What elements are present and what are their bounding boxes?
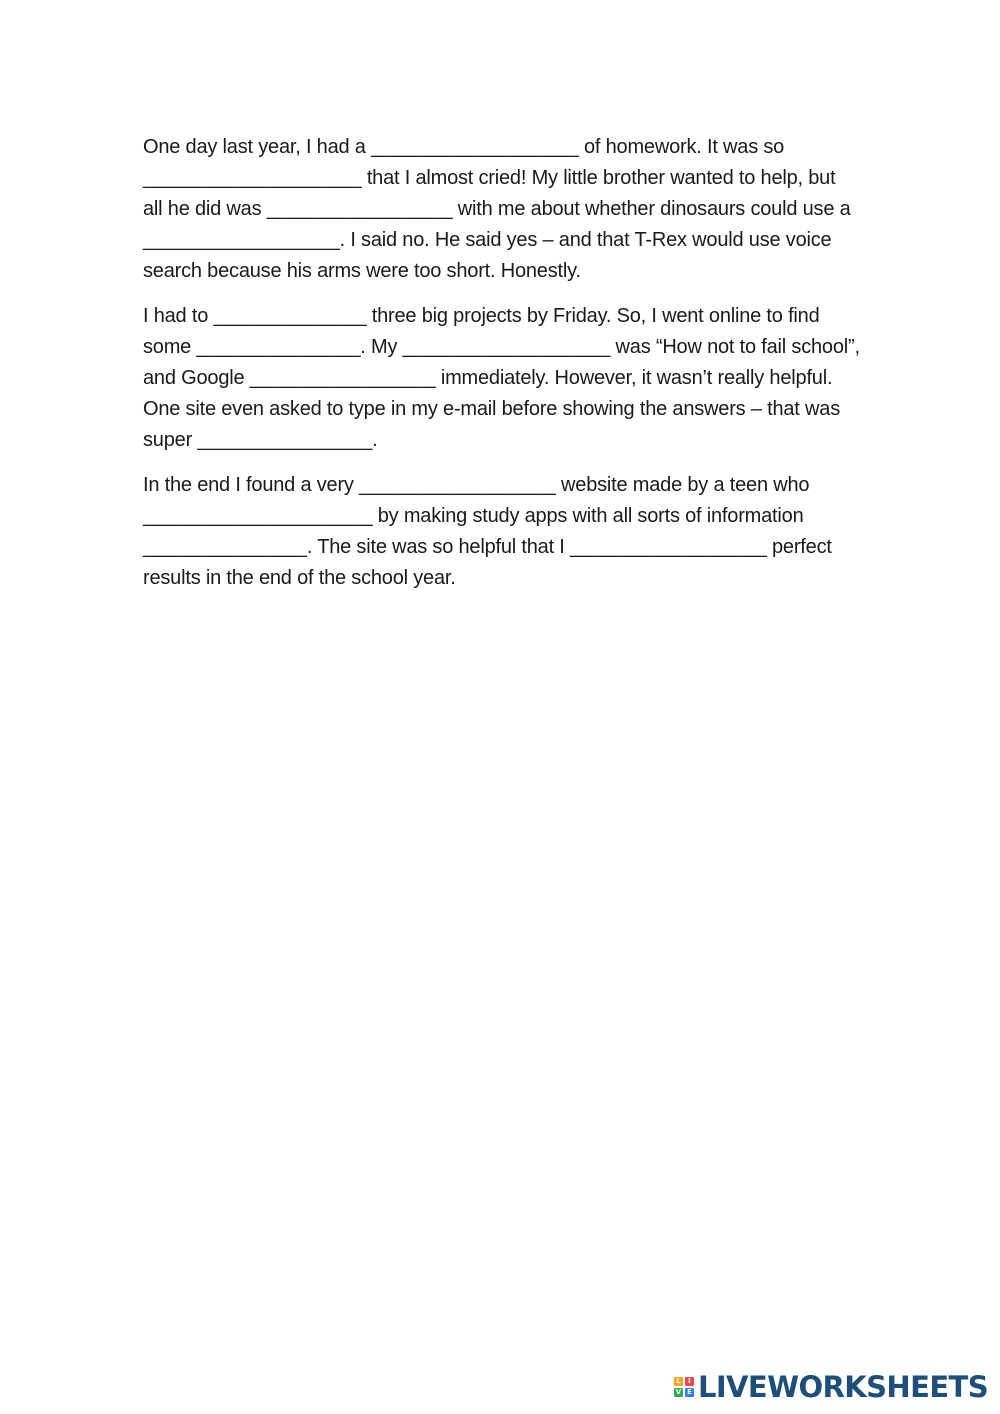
paragraph-spacer — [143, 456, 943, 470]
worksheet-text — [143, 132, 943, 594]
text-line: all he did was _________________ with me about whether dinosaurs could use a — [143, 198, 851, 220]
paragraph-spacer — [143, 287, 943, 301]
text-line: One site even asked to type in my e-mail before showing the answers – that was — [143, 398, 840, 420]
logo-mark-tile: I — [685, 1377, 694, 1386]
liveworksheets-logo — [674, 1370, 988, 1404]
logo-mark-tile: V — [675, 1388, 682, 1396]
paragraph-1 — [143, 132, 943, 287]
text-line: _______________. The site was so helpful that I __________________ perfect — [143, 536, 832, 558]
text-line: results in the end of the school year. — [143, 567, 456, 589]
text-line: One day last year, I had a ___________________ of homework. It was so — [143, 136, 785, 158]
text-line: ____________________ that I almost cried! My little brother wanted to help, but — [143, 167, 836, 189]
logo-mark-icon — [674, 1377, 694, 1397]
text-line: search because his arms were too short. Honestly. — [143, 260, 581, 282]
text-line: some _______________. My ___________________ was “How not to fail school”, — [143, 336, 860, 358]
text-line: __________________. I said no. He said yes – and that T-Rex would use voice — [143, 229, 832, 251]
paragraph-2 — [143, 301, 943, 456]
logo-text: LIVEWORKSHEETS — [697, 1370, 988, 1404]
paragraph-3 — [143, 470, 943, 594]
text-line: I had to ______________ three big projects by Friday. So, I went online to find — [143, 305, 820, 327]
logo-mark-tile: L — [674, 1377, 683, 1386]
text-line: and Google _________________ immediately. However, it wasn’t really helpful. — [143, 367, 833, 389]
text-line: super ________________. — [143, 429, 378, 451]
logo-mark-tile: E — [685, 1388, 694, 1397]
text-line: In the end I found a very __________________ website made by a teen who — [143, 474, 810, 496]
text-line: _____________________ by making study apps with all sorts of information — [143, 505, 804, 527]
